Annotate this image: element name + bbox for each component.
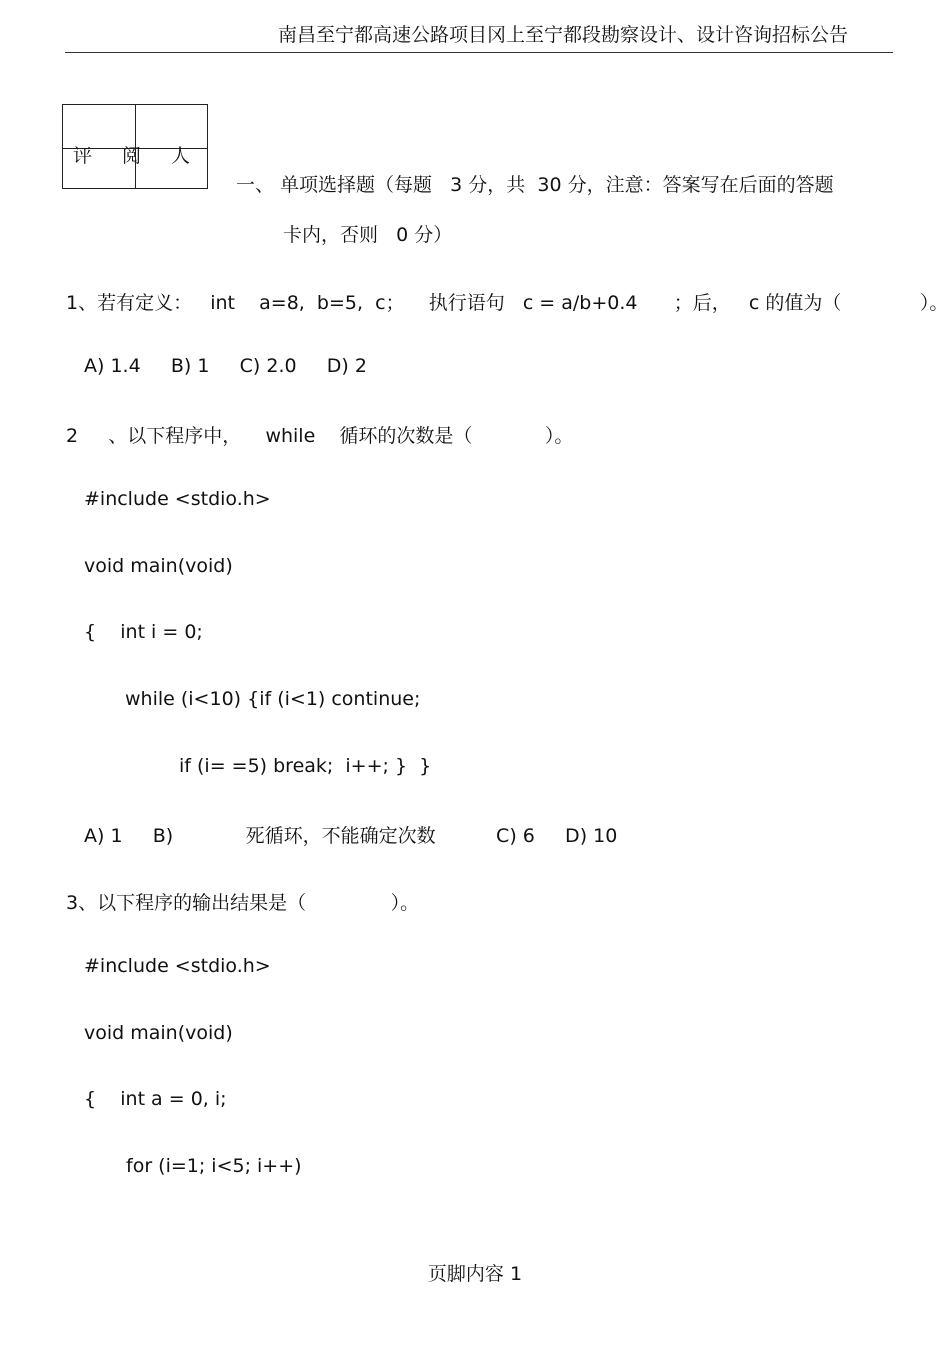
page-footer: 页脚内容 1	[427, 1263, 523, 1285]
question-1-stem: 1、若有定义： int a=8, b=5, c； 执行语句 c = a/b+0.4 ；后， c 的值为（ ）。	[66, 292, 949, 314]
question-3-code-line: void main(void)	[84, 1022, 233, 1044]
question-3-code-line: for (i=1; i<5; i++)	[126, 1155, 302, 1177]
reviewer-box	[62, 104, 221, 189]
question-3-stem: 3、以下程序的输出结果是（ ）。	[66, 892, 420, 914]
question-2-code-line: if (i= =5) break; i++; } }	[179, 755, 432, 777]
question-2-code-line: #include <stdio.h>	[84, 488, 271, 510]
section-heading-line1: 一、 单项选择题（每题 3 分，共 30 分，注意：答案写在后面的答题	[236, 174, 834, 196]
section-heading-line2: 卡内，否则 0 分）	[283, 224, 453, 246]
question-2-stem: 2 、以下程序中， while 循环的次数是（ ）。	[66, 425, 574, 447]
question-3-code-line: { int a = 0, i;	[84, 1088, 227, 1110]
question-3-code-line: #include <stdio.h>	[84, 955, 271, 977]
question-2-options: A) 1 B) 死循环，不能确定次数 C) 6 D) 10	[84, 825, 618, 847]
question-2-code-line: void main(void)	[84, 555, 233, 577]
header-divider	[65, 52, 893, 53]
question-2-code-line: { int i = 0;	[84, 621, 203, 643]
header-title: 南昌至宁都高速公路项目冈上至宁都段勘察设计、设计咨询招标公告	[277, 24, 848, 46]
question-1-options: A) 1.4 B) 1 C) 2.0 D) 2	[84, 355, 367, 377]
reviewer-label: 评阅人	[73, 145, 221, 167]
question-2-code-line: while (i<10) {if (i<1) continue;	[125, 688, 421, 710]
